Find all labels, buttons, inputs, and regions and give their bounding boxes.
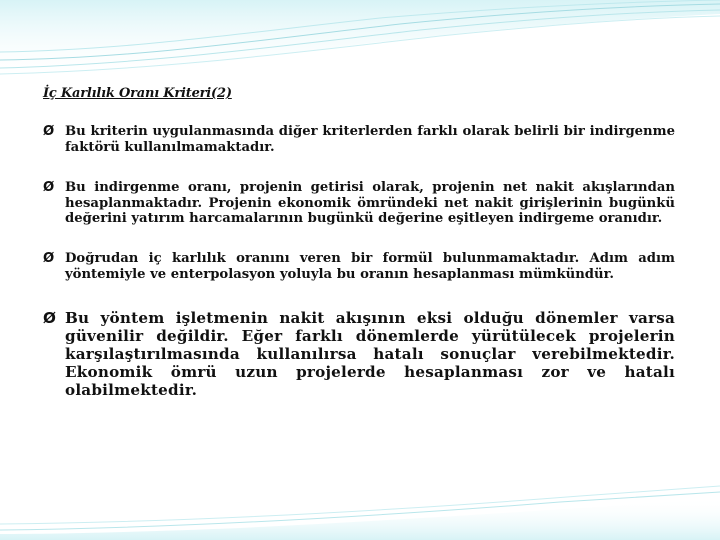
arrow-bullet-icon: Ø xyxy=(43,180,55,195)
bullet-item xyxy=(43,124,675,156)
bullet-text: Bu yöntem işletmenin nakit akışının eksi olduğu dönemler varsa güvenilir değildir. Eğer farklı dönemlerde yürütülecek projelerin karşılaştırılmasında kullanılırsa hatalı sonuçlar verebilmektedir. Ekonomik ömrü uzun projelerde hesaplanması zor ve hatalı olabilmektedir. xyxy=(65,308,675,399)
bullet-item xyxy=(43,251,675,283)
slide-title: İç Karlılık Oranı Kriteri(2) xyxy=(43,86,232,101)
bullet-text: Doğrudan iç karlılık oranını veren bir formül bulunmamaktadır. Adım adım yöntemiyle ve enterpolasyon yoluyla bu oranın hesaplanması mümkündür. xyxy=(65,250,675,282)
bottom-wave-decoration xyxy=(0,480,720,540)
bullet-text: Bu kriterin uygulanmasında diğer kriterlerden farklı olarak belirli bir indirgenme faktörü kullanılmamaktadır. xyxy=(65,124,675,155)
bullet-item xyxy=(43,309,675,399)
top-wave-decoration xyxy=(0,0,720,88)
bullet-item xyxy=(43,180,675,227)
bullet-list xyxy=(43,124,675,399)
bullet-text: Bu indirgenme oranı, projenin getirisi olarak, projenin net nakit akışlarından hesaplanmaktadır. Projenin ekonomik ömründeki net nakit girişlerinin bugünkü değerini yatırım harcamalarının bugünkü değerine eşitleyen indirgeme oranıdır. xyxy=(65,180,675,227)
arrow-bullet-icon: Ø xyxy=(43,308,57,327)
arrow-bullet-icon: Ø xyxy=(43,250,55,266)
arrow-bullet-icon: Ø xyxy=(43,124,55,139)
